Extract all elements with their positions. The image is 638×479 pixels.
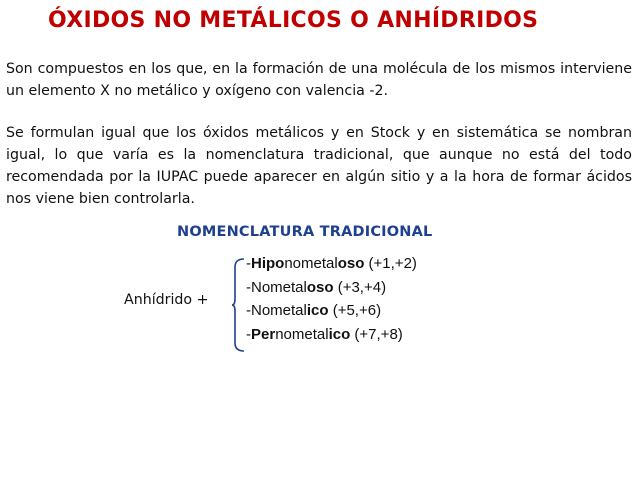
suffix: ico xyxy=(306,302,329,319)
dash: - xyxy=(246,325,251,343)
list-item-oso xyxy=(246,276,417,300)
root: nometal xyxy=(284,255,338,272)
page-title: ÓXIDOS NO METÁLICOS O ANHÍDRIDOS xyxy=(48,8,539,33)
nomenclature-list xyxy=(246,252,417,346)
root: Nometal xyxy=(251,302,307,319)
anhidrido-label: Anhídrido + xyxy=(124,292,209,308)
valences: (+3,+4) xyxy=(333,278,387,296)
list-item-ico xyxy=(246,299,417,323)
valences: (+5,+6) xyxy=(328,302,382,319)
dash: - xyxy=(246,302,251,319)
dash: - xyxy=(246,255,251,272)
valences: (+1,+2) xyxy=(364,255,417,272)
section-heading: NOMENCLATURA TRADICIONAL xyxy=(177,224,433,240)
bracket-icon xyxy=(232,257,246,353)
suffix: oso xyxy=(306,278,334,296)
suffix: ico xyxy=(328,325,351,343)
prefix: Hipo xyxy=(251,255,285,272)
explanation-paragraph: Se formulan igual que los óxidos metálicos y en Stock y en sistemática se nombran igual, lo que varía es la nomenclatura tradicional, que aunque no está del todo recomendada por la IUPAC puede aparecer en algún sitio y a la hora de formar ácidos nos viene bien controlarla. xyxy=(6,125,632,207)
suffix: oso xyxy=(337,255,365,272)
root: Nometal xyxy=(251,278,307,296)
list-item-hipo xyxy=(246,252,417,276)
root: nometal xyxy=(275,325,329,343)
dash: - xyxy=(246,278,251,296)
intro-paragraph: Son compuestos en los que, en la formación de una molécula de los mismos interviene un elemento X no metálico y oxígeno con valencia -2. xyxy=(6,61,632,99)
valences: (+7,+8) xyxy=(350,325,403,343)
prefix: Per xyxy=(251,325,276,343)
list-item-per xyxy=(246,323,417,347)
